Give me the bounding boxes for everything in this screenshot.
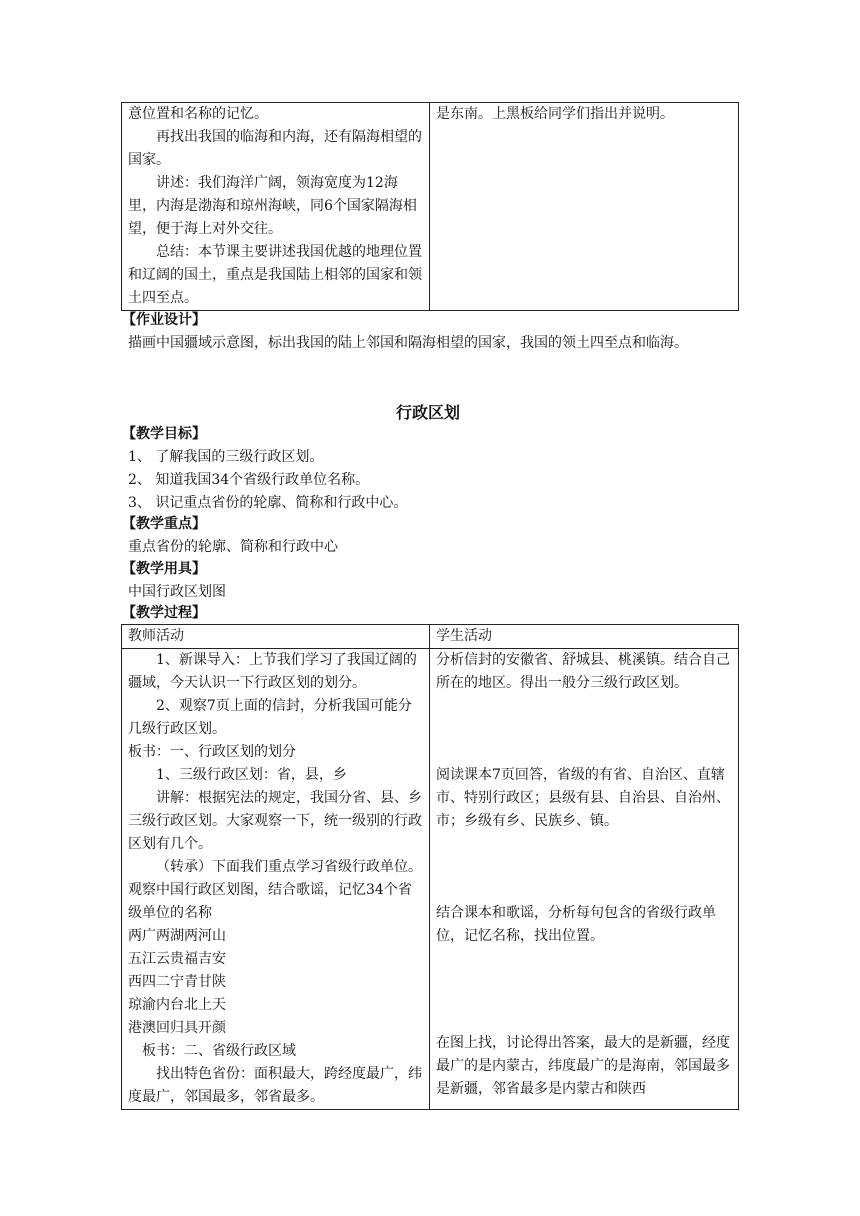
section-title: 行政区划 (396, 403, 461, 422)
goal-item-2: 2、 知道我国34个省级行政单位名称。 (128, 472, 370, 488)
student-activity-cell (430, 649, 739, 1110)
continuation-teacher-cell (122, 103, 430, 311)
song-line-5: 港澳回归具开颜 (128, 1020, 226, 1036)
teacher-step-1: 1、新课导入：上节我们学习了我国辽阔的疆域，今天认识一下行政区划的划分。 (128, 652, 417, 691)
teacher-activity-cell (122, 649, 430, 1110)
goal-item-1: 1、 了解我国的三级行政区划。 (128, 449, 324, 465)
focus-text: 重点省份的轮廓、简称和行政中心 (128, 539, 338, 555)
tools-heading: 【教学用具】 (122, 561, 206, 577)
teacher-text-2: 再找出我国的临海和内海，还有隔海相望的国家。 (128, 129, 422, 168)
student-text-1: 是东南。上黑板给同学们指出并说明。 (436, 106, 674, 122)
teacher-step-2: 2、观察7页上面的信封，分析我国可能分几级行政区划。 (128, 698, 412, 737)
teacher-column-header: 教师活动 (122, 625, 430, 649)
goals-heading: 【教学目标】 (122, 426, 206, 442)
teacher-text-4: 总结：本节课主要讲述我国优越的地理位置和辽阔的国土，重点是我国陆上相邻的国家和领土四至点。 (128, 244, 422, 306)
teacher-explanation: 讲解：根据宪法的规定，我国分省、县、乡三级行政区划。大家观察一下，统一级别的行政区划有几个。 (128, 790, 422, 852)
blackboard-title-1: 板书：一、行政区划的划分 (128, 744, 296, 760)
song-line-3: 西四二宁青甘陕 (128, 974, 226, 990)
student-column-header: 学生活动 (430, 625, 739, 649)
homework-text: 描画中国疆域示意图，标出我国的陆上邻国和隔海相望的国家，我国的领土四至点和临海。 (128, 335, 688, 351)
homework-heading: 【作业设计】 (122, 312, 206, 328)
process-table (121, 624, 739, 1110)
continuation-student-cell (430, 103, 739, 311)
tools-text: 中国行政区划图 (128, 584, 226, 600)
teacher-step-4: 找出特色省份：面积最大，跨经度最广，纬度最广，邻国最多，邻省最多。 (128, 1066, 422, 1105)
teacher-text-3: 讲述：我们海洋广阔，领海宽度为12海里，内海是渤海和琼州海峡，同6个国家隔海相望，便于海上对外交往。 (128, 175, 417, 237)
student-activity-2: 阅读课本7页回答，省级的有省、自治区、直辖市、特别行政区；县级有县、自治县、自治州、市；乡级有乡、民族乡、镇。 (436, 767, 730, 829)
student-activity-4: 在图上找，讨论得出答案，最大的是新疆，经度最广的是内蒙古，纬度最广的是海南，邻国最多是新疆，邻省最多是内蒙古和陕西 (436, 1035, 730, 1097)
focus-heading: 【教学重点】 (122, 516, 206, 532)
process-heading: 【教学过程】 (122, 605, 206, 621)
continuation-table (121, 102, 739, 311)
teacher-text-1: 意位置和名称的记忆。 (128, 106, 268, 122)
song-line-1: 两广两湖两河山 (128, 928, 226, 944)
student-activity-3: 结合课本和歌谣，分析每句包含的省级行政单位，记忆名称，找出位置。 (436, 905, 716, 944)
student-activity-1: 分析信封的安徽省、舒城县、桃溪镇。结合自己所在的地区。得出一般分三级行政区划。 (436, 652, 730, 691)
goal-item-3: 3、 识记重点省份的轮廓、简称和行政中心。 (128, 495, 408, 511)
song-line-2: 五江云贵福吉安 (128, 951, 226, 967)
song-line-4: 琼渝内台北上天 (128, 997, 226, 1013)
blackboard-title-2: 板书：二、省级行政区域 (142, 1043, 296, 1059)
teacher-transition: （转承）下面我们重点学习省级行政单位。观察中国行政区划图，结合歌谣，记忆34个省级单位的名称 (128, 859, 422, 921)
teacher-step-3: 1、三级行政区划：省，县，乡 (156, 767, 347, 783)
